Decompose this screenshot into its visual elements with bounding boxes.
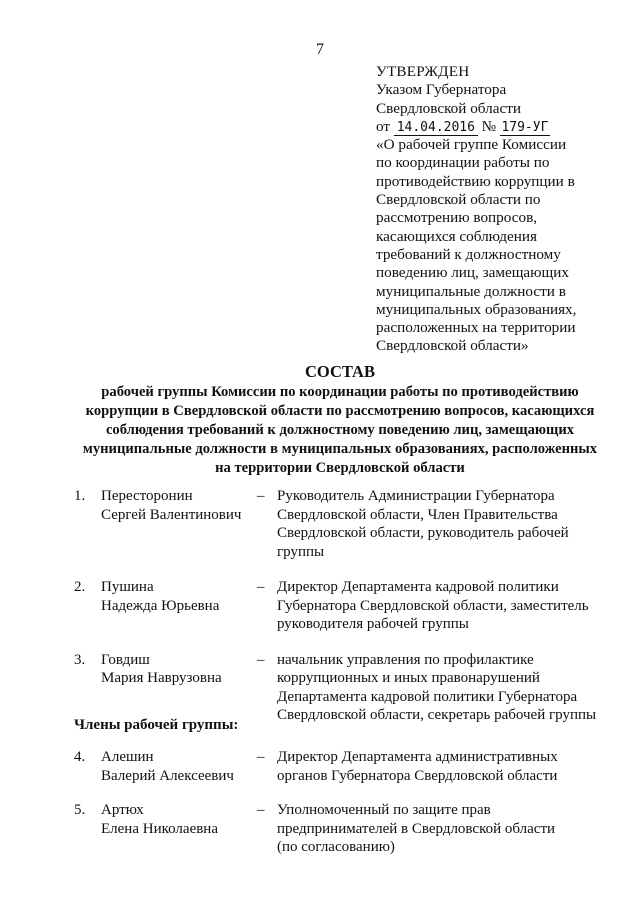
approval-date-line xyxy=(376,118,626,136)
member-role xyxy=(277,578,614,634)
decree-date: 14.04.2016 xyxy=(394,121,478,136)
member-number: 3. xyxy=(74,651,86,668)
member-row xyxy=(74,801,614,857)
member-name xyxy=(101,578,257,634)
member-surname: Артюх xyxy=(101,802,144,818)
title-main: СОСТАВ xyxy=(305,362,375,381)
decree-number: 179-УГ xyxy=(501,119,549,135)
member-dash: – xyxy=(257,802,265,818)
decree-title-line: Свердловской области» xyxy=(376,337,529,355)
member-name xyxy=(101,651,257,725)
role-line: Свердловской области, секретарь рабочей группы xyxy=(277,707,597,723)
members-heading: Члены рабочей группы: xyxy=(74,717,239,733)
decree-title-line: «О рабочей группе Комиссии xyxy=(376,136,567,154)
decree-title-line: поведению лиц, замещающих xyxy=(376,264,569,282)
member-dash: – xyxy=(257,579,265,595)
decree-title-line: расположенных на территории xyxy=(376,319,576,337)
member-role xyxy=(277,801,614,857)
role-line: Руководитель Администрации Губернатора xyxy=(277,488,555,504)
number-prefix: № xyxy=(481,117,497,135)
member-role xyxy=(277,487,614,561)
member-given-name: Елена Николаевна xyxy=(101,820,218,837)
role-line: Директор Департамента кадровой политики xyxy=(277,579,559,595)
member-row xyxy=(74,578,614,634)
role-line: Губернатора Свердловской области, заместитель xyxy=(277,597,589,614)
document-title xyxy=(60,362,620,478)
member-role xyxy=(277,748,614,785)
member-surname: Пересторонин xyxy=(101,488,193,504)
member-number: 1. xyxy=(74,488,86,504)
member-surname: Говдиш xyxy=(101,651,150,668)
decree-title-line: Свердловской области по xyxy=(376,191,541,209)
member-dash: – xyxy=(257,749,265,765)
members-list xyxy=(74,748,614,857)
role-line: Уполномоченный по защите прав xyxy=(277,802,491,818)
member-surname: Пушина xyxy=(101,579,154,595)
member-name xyxy=(101,487,257,561)
role-line: (по согласованию) xyxy=(277,839,395,855)
member-role xyxy=(277,651,614,725)
member-row xyxy=(74,651,614,725)
decree-title-line: рассмотрению вопросов, xyxy=(376,209,538,227)
member-dash: – xyxy=(257,488,265,504)
role-line: группы xyxy=(277,543,325,560)
decree-title-line: муниципальных образованиях, xyxy=(376,300,577,318)
title-sub-line: коррупции в Свердловской области по рассмотрению вопросов, касающихся xyxy=(85,403,595,419)
decree-title-line: муниципальные должности в xyxy=(376,282,566,300)
role-line: предпринимателей в Свердловской области xyxy=(277,820,556,837)
approval-block xyxy=(376,63,626,356)
approval-decree-by: Указом Губернатора xyxy=(376,81,507,99)
role-line: Свердловской области, Член Правительства xyxy=(277,506,558,523)
role-line: Департамента кадровой политики Губернатора xyxy=(277,688,578,705)
decree-title-line: противодействию коррупции в xyxy=(376,172,575,190)
member-surname: Алешин xyxy=(101,749,154,765)
member-number: 4. xyxy=(74,749,86,765)
decree-title-line: касающихся соблюдения xyxy=(376,227,537,245)
role-line: Директор Департамента административных xyxy=(277,749,558,765)
leaders-list xyxy=(74,487,614,725)
member-given-name: Надежда Юрьевна xyxy=(101,597,220,614)
title-sub-line: на территории Свердловской области xyxy=(215,460,465,476)
approval-region: Свердловской области xyxy=(376,99,521,117)
member-row xyxy=(74,748,614,785)
member-number: 2. xyxy=(74,579,86,595)
member-given-name: Сергей Валентинович xyxy=(101,506,242,523)
title-sub-line: соблюдения требований к должностному поведению лиц, замещающих xyxy=(105,422,575,438)
role-line: коррупционных и иных правонарушений xyxy=(277,670,540,686)
role-line: начальник управления по профилактике xyxy=(277,651,534,668)
member-given-name: Мария Наврузовна xyxy=(101,670,222,686)
role-line: Свердловской области, руководитель рабочей xyxy=(277,525,569,541)
title-sub-line: рабочей группы Комиссии по координации работы по противодействию xyxy=(101,384,579,400)
member-row xyxy=(74,487,614,561)
decree-title-line: требований к должностному xyxy=(376,245,561,263)
role-line: руководителя рабочей группы xyxy=(277,616,469,632)
member-dash: – xyxy=(257,651,265,668)
date-prefix: от xyxy=(376,117,391,135)
page-number: 7 xyxy=(316,41,324,58)
decree-title-line: по координации работы по xyxy=(376,154,550,172)
approval-heading: УТВЕРЖДЕН xyxy=(376,63,470,80)
member-number: 5. xyxy=(74,802,86,818)
member-name xyxy=(101,748,257,785)
member-name xyxy=(101,801,257,857)
member-given-name: Валерий Алексеевич xyxy=(101,767,234,784)
title-sub-line: муниципальные должности в муниципальных образованиях, расположенных xyxy=(82,441,598,457)
role-line: органов Губернатора Свердловской области xyxy=(277,767,558,784)
